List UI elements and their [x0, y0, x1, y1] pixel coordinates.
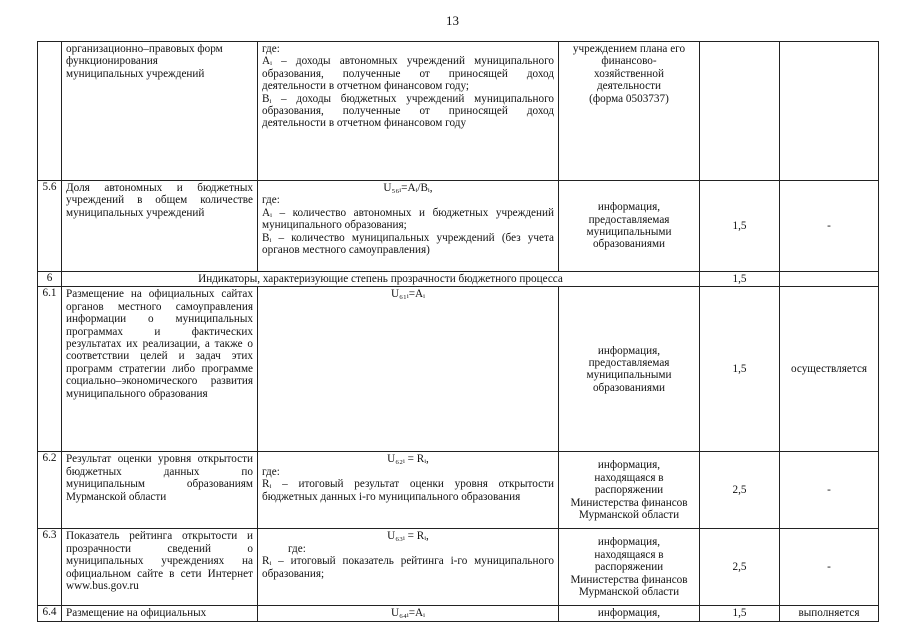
formula-expression: U₆₂ᵢ = Rᵢ, — [387, 453, 429, 466]
formula-expression: U₆₁ᵢ=Aᵢ — [391, 288, 425, 301]
formula-text: Aᵢ – доходы автономных учреждений муниципального образования, полученные от приносящей доход деятельности в отчетном финансовом году; — [262, 55, 554, 93]
source-line: (форма 0503737) — [589, 92, 669, 105]
source-line: хозяйственной — [594, 67, 664, 80]
source-line: финансово- — [601, 55, 657, 68]
indicator-formula — [258, 606, 559, 621]
indicator-description: Размещение на официальных — [62, 606, 258, 621]
source-line: распоряжении — [594, 484, 664, 497]
note-value — [780, 272, 879, 287]
weight-value — [700, 42, 780, 181]
source-line: находящаяся в — [594, 471, 664, 484]
note-value: выполняется — [780, 606, 879, 621]
formula-text: Rᵢ – итоговый результат оценки уровня открытости бюджетных данных i-го муниципального образования — [262, 478, 554, 503]
indicators-table — [37, 41, 879, 622]
description-line: организационно–правовых форм — [66, 43, 223, 55]
formula-text: Bᵢ – количество муниципальных учреждений (без учета органов местного самоуправления) — [262, 231, 554, 257]
formula-text: Rᵢ – итоговый показатель рейтинга i-го муниципального образования; — [262, 555, 554, 580]
section-title: Индикаторы, характеризующие степень прозрачности бюджетного процесса — [62, 272, 700, 287]
note-value — [780, 42, 879, 181]
data-source — [559, 452, 700, 529]
row-number: 6.1 — [38, 287, 62, 452]
formula-text: где: — [262, 194, 280, 207]
formula-text: Aᵢ – количество автономных и бюджетных учреждений муниципального образования; — [262, 206, 554, 232]
indicator-formula — [258, 42, 559, 181]
source-line: муниципальными — [586, 369, 672, 382]
data-source — [559, 42, 700, 181]
data-source — [559, 181, 700, 272]
source-line: информация, — [597, 607, 661, 620]
formula-text: где: — [288, 542, 306, 555]
description-line: муниципальных учреждений — [66, 67, 205, 80]
table-row — [38, 42, 879, 181]
table-row — [38, 606, 879, 621]
weight-value: 1,5 — [700, 272, 780, 287]
source-line: Министерства финансов — [570, 573, 688, 586]
source-line: муниципальными — [586, 226, 672, 238]
indicator-formula — [258, 452, 559, 529]
formula-text: где: — [262, 465, 280, 478]
row-number: 6 — [38, 272, 62, 287]
source-line: образованиями — [592, 238, 666, 251]
weight-value: 2,5 — [700, 529, 780, 606]
source-line: Министерства финансов — [570, 496, 688, 509]
source-line: распоряжении — [594, 561, 664, 574]
section-row — [38, 272, 879, 287]
formula-expression: U₆₄ᵢ=Aᵢ — [391, 607, 425, 620]
indicator-formula — [258, 287, 559, 452]
row-number: 6.3 — [38, 529, 62, 606]
indicator-formula — [258, 181, 559, 272]
indicator-description: Показатель рейтинга открытости и прозрачности сведений о муниципальных учреждениях на официальном сайте в сети Интернет www.bus.gov.ru — [62, 529, 258, 606]
source-line: учреждением плана его — [572, 43, 686, 55]
page-number: 13 — [446, 13, 459, 28]
row-number: 6.2 — [38, 452, 62, 529]
data-source — [559, 606, 700, 621]
weight-value: 1,5 — [700, 606, 780, 621]
row-number: 5.6 — [38, 181, 62, 272]
table-row — [38, 287, 879, 452]
source-line: предоставляемая — [588, 357, 670, 369]
formula-text: где: — [262, 43, 280, 55]
table-row — [38, 181, 879, 272]
indicator-formula — [258, 529, 559, 606]
row-number — [38, 42, 62, 181]
weight-value: 1,5 — [700, 287, 780, 452]
note-value: - — [780, 529, 879, 606]
note-value: осуществляется — [780, 287, 879, 452]
source-line: информация, — [597, 344, 661, 357]
formula-text: Bᵢ – доходы бюджетных учреждений муниципального образования, полученные от приносящей доход деятельности в отчетном финансовом году — [262, 92, 554, 130]
description-line: функционирования — [66, 55, 158, 68]
indicator-description — [62, 42, 258, 181]
source-line: информация, — [597, 536, 661, 549]
source-line: Мурманской области — [578, 509, 680, 522]
table-row — [38, 452, 879, 529]
source-line: деятельности — [596, 80, 662, 93]
source-line: Мурманской области — [578, 586, 680, 599]
note-value: - — [780, 452, 879, 529]
formula-expression: U₅₆ᵢ=Aᵢ/Bᵢ, — [383, 182, 433, 194]
source-line: образованиями — [592, 381, 666, 394]
source-line: информация, — [597, 201, 661, 214]
weight-value: 1,5 — [700, 181, 780, 272]
source-line: информация, — [597, 459, 661, 472]
source-line: находящаяся в — [594, 548, 664, 561]
table-row — [38, 529, 879, 606]
row-number: 6.4 — [38, 606, 62, 621]
indicator-description: Результат оценки уровня открытости бюджетных данных по муниципальным образованиям Мурманской области — [62, 452, 258, 529]
formula-expression: U₆₃ᵢ = Rᵢ, — [387, 530, 429, 543]
source-line: предоставляемая — [588, 213, 670, 226]
indicator-description: Размещение на официальных сайтах органов местного самоуправления информации о муниципальных программах и фактических результатах их реализации, а также о соответствии целей и задач этих программ стратегии либо программе социально–экономического развития муниципального образования — [62, 287, 258, 452]
note-value: - — [780, 181, 879, 272]
weight-value: 2,5 — [700, 452, 780, 529]
data-source — [559, 529, 700, 606]
indicator-description: Доля автономных и бюджетных учреждений в общем количестве муниципальных учреждений — [62, 181, 258, 272]
data-source — [559, 287, 700, 452]
